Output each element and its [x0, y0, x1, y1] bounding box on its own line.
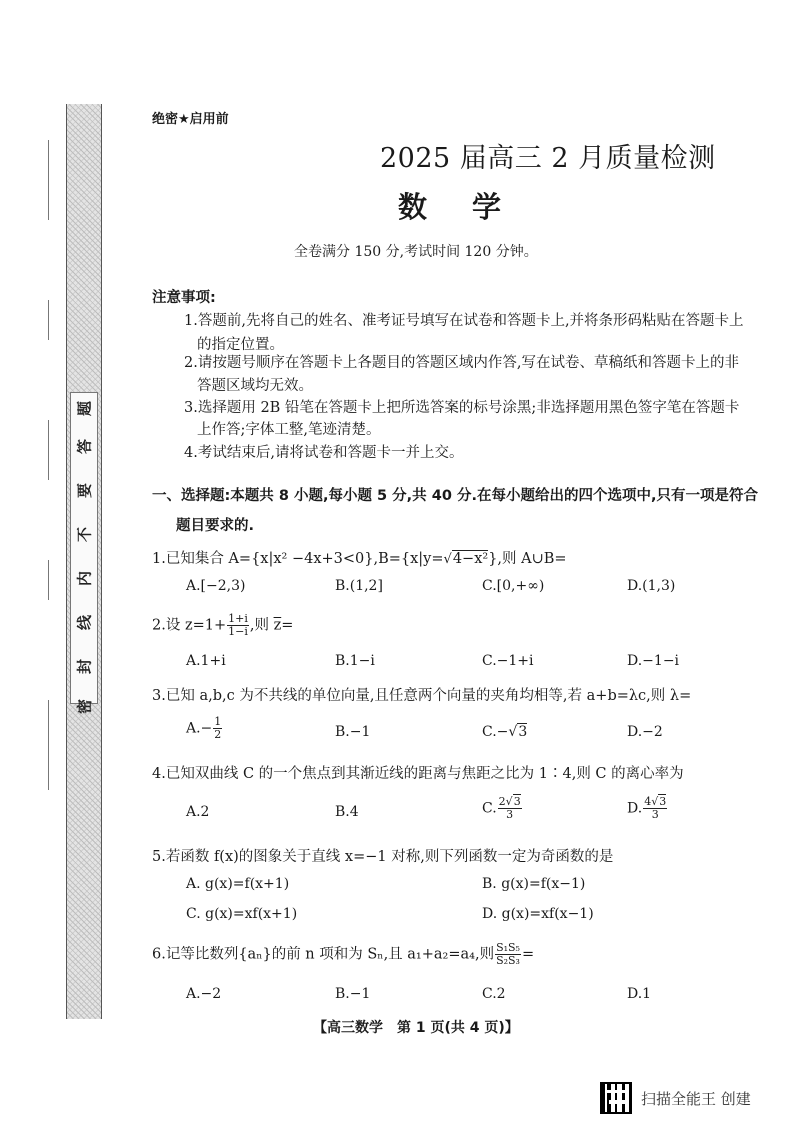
q1-option-c: C.[0,+∞): [482, 578, 545, 594]
binding-char: 封: [75, 659, 94, 675]
q1-option-b: B.(1,2]: [335, 578, 383, 594]
question-1-stem: 1.已知集合 A={x|x² −4x+3<0},B={x|y=√4−x²},则 A∪B=: [152, 551, 567, 567]
question-4-stem: 4.已知双曲线 C 的一个焦点到其渐近线的距离与焦距之比为 1∶4,则 C 的离心率为: [152, 766, 684, 782]
note-line: 的指定位置。: [197, 337, 284, 353]
q5-option-d: D. g(x)=xf(x−1): [482, 906, 594, 922]
q2-option-b: B.1−i: [335, 653, 375, 669]
margin-rule: [48, 420, 49, 480]
scanner-watermark: 扫描全能王 创建: [641, 1090, 751, 1108]
q3-option-a: A.− $\frac{1}{2}$: [186, 715, 222, 741]
q2-option-c: C.−1+i: [482, 653, 534, 669]
q2-option-d: D.−1−i: [627, 653, 680, 669]
note-line: 1.答题前,先将自己的姓名、准考证号填写在试卷和答题卡上,并将条形码粘贴在答题卡上: [184, 313, 744, 329]
note-line: 答题区域均无效。: [197, 378, 313, 394]
q6-option-a: A.−2: [186, 986, 222, 1002]
q2-option-a: A.1+i: [186, 653, 226, 669]
q5-option-a: A. g(x)=f(x+1): [186, 876, 290, 892]
q1-option-a: A.[−2,3): [186, 578, 246, 594]
note-line: 上作答;字体工整,笔迹清楚。: [197, 422, 381, 438]
question-5-stem: 5.若函数 f(x)的图象关于直线 x=−1 对称,则下列函数一定为奇函数的是: [152, 849, 614, 865]
q3-option-d: D.−2: [627, 724, 663, 740]
secrecy-label: 绝密★启用前: [152, 112, 229, 127]
section-heading-cont: 题目要求的.: [176, 518, 255, 534]
margin-rule: [48, 560, 49, 600]
q3-option-b: B.−1: [335, 724, 371, 740]
q4-option-a: A.2: [186, 804, 210, 820]
question-3-stem: 3.已知 a,b,c 为不共线的单位向量,且任意两个向量的夹角均相等,若 a+b=λc,则 λ=: [152, 688, 692, 704]
q4-option-c: C. $\frac{2√3}{3}$: [482, 795, 521, 821]
binding-char: 内: [75, 571, 94, 587]
exam-title: 2025 届高三 2 月质量检测: [380, 143, 716, 174]
note-line: 3.选择题用 2B 铅笔在答题卡上把所选答案的标号涂黑;非选择题用黑色签字笔在答题卡: [184, 400, 740, 416]
score-time-note: 全卷满分 150 分,考试时间 120 分钟。: [294, 244, 538, 260]
question-6-stem: 6.记等比数列{aₙ}的前 n 项和为 Sₙ,且 a₁+a₂=a₄,则 $\frac{\text{S₁S₅}}{\text{S₂S₃}}$ =: [152, 941, 535, 967]
q5-option-c: C. g(x)=xf(x+1): [186, 906, 298, 922]
q6-option-c: C.2: [482, 986, 506, 1002]
question-2-stem: 2.设 z=1+ $\frac{1+i}{1-i}$ ,则 $\overline{z}=$: [152, 612, 294, 638]
margin-rule: [48, 300, 49, 340]
binding-char: 线: [75, 615, 94, 631]
note-line: 4.考试结束后,请将试卷和答题卡一并上交。: [184, 445, 464, 461]
q4-option-b: B.4: [335, 804, 359, 820]
notes-heading: 注意事项:: [152, 290, 216, 306]
binding-char: 题: [75, 401, 94, 417]
qr-code-icon: [600, 1082, 632, 1114]
binding-char: 答: [75, 439, 94, 455]
binding-char: 要: [75, 483, 94, 499]
q6-option-d: D.1: [627, 986, 652, 1002]
q1-option-d: D.(1,3): [627, 578, 676, 594]
binding-char: 密: [75, 699, 94, 715]
q5-option-b: B. g(x)=f(x−1): [482, 876, 586, 892]
subject-title: 数 学: [398, 190, 510, 224]
section-heading: 一、选择题:本题共 8 小题,每小题 5 分,共 40 分.在每小题给出的四个选项中,只有一项是符合: [152, 488, 758, 504]
note-line: 2.请按题号顺序在答题卡上各题目的答题区域内作答,写在试卷、草稿纸和答题卡上的非: [184, 355, 739, 371]
q3-option-c: C.−√3: [482, 724, 528, 740]
page-footer: 【高三数学 第 1 页(共 4 页)】: [313, 1020, 519, 1036]
q4-option-d: D. $\frac{4√3}{3}$: [627, 795, 667, 821]
margin-rule: [48, 140, 49, 220]
q6-option-b: B.−1: [335, 986, 371, 1002]
binding-char: 不: [75, 527, 94, 543]
margin-rule: [48, 700, 49, 790]
